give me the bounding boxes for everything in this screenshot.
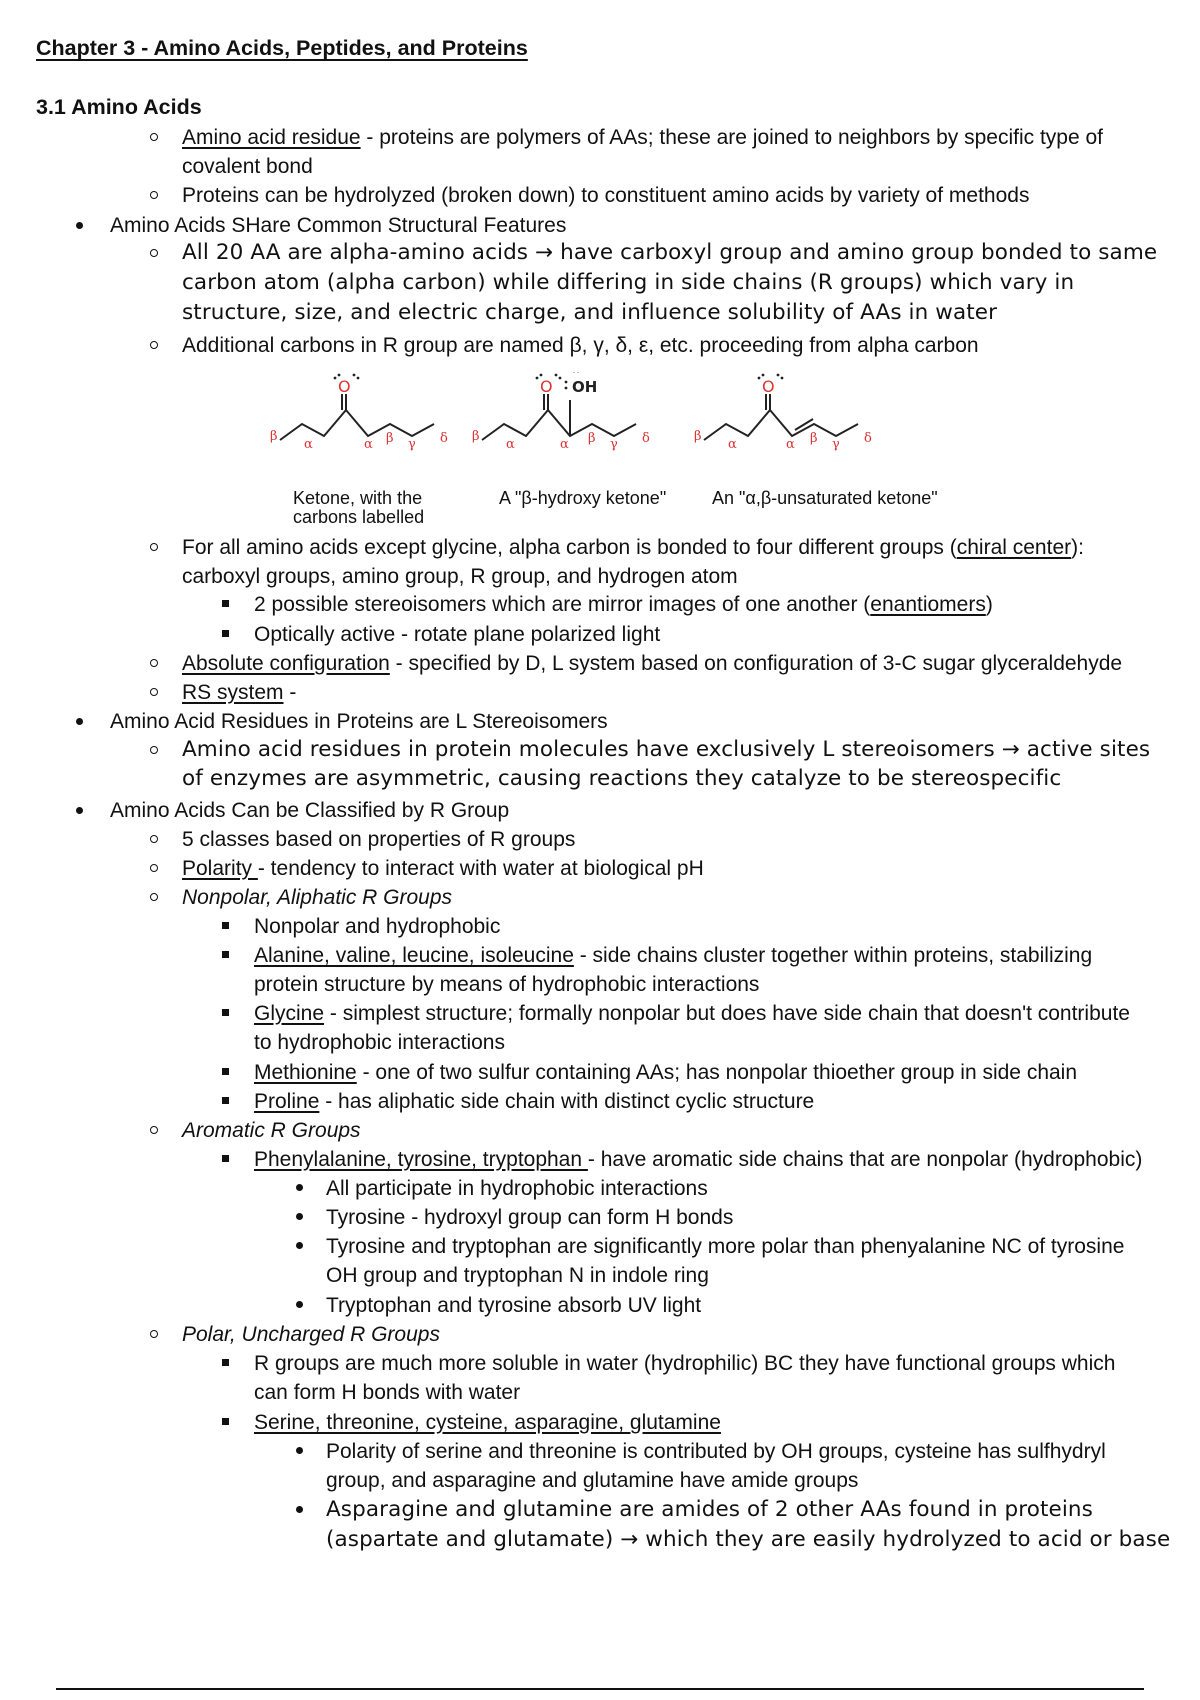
ketone-2-skeleton bbox=[482, 394, 636, 440]
bullet-circle bbox=[150, 341, 158, 349]
bullet-square bbox=[222, 922, 229, 929]
bullet-square bbox=[222, 951, 229, 958]
list-item-cont: can form H bonds with water bbox=[254, 1381, 521, 1404]
label-beta: β bbox=[588, 431, 596, 446]
figure-caption-cont: carbons labelled bbox=[293, 507, 425, 527]
bullet-circle bbox=[150, 688, 158, 696]
bullet-circle bbox=[150, 864, 158, 872]
hydroxyl-label: OH bbox=[572, 378, 598, 396]
list-heading: Amino Acid Residues in Proteins are L Stereoisomers bbox=[110, 710, 608, 733]
list-item: RS system - bbox=[182, 681, 297, 704]
label-gamma: γ bbox=[610, 437, 618, 452]
label-alpha: α bbox=[560, 437, 569, 452]
list-item-cont: of enzymes are asymmetric, causing reactions they catalyze to be stereospecific bbox=[182, 766, 1062, 791]
label-delta: δ bbox=[440, 431, 448, 446]
bullet-circle bbox=[150, 543, 158, 551]
label-alpha: α bbox=[506, 437, 515, 452]
bullet-disc bbox=[296, 1213, 303, 1220]
bullet-disc bbox=[76, 222, 83, 229]
oxygen-label: O bbox=[338, 377, 351, 396]
ketone-3-skeleton bbox=[704, 394, 858, 440]
list-item-cont: group, and asparagine and glutamine have amide groups bbox=[326, 1469, 859, 1492]
list-item: 2 possible stereoisomers which are mirror images of one another (enantiomers) bbox=[254, 593, 993, 616]
figure-caption: An "α,β-unsaturated ketone" bbox=[712, 488, 938, 508]
list-item: Methionine - one of two sulfur containing AAs; has nonpolar thioether group in side chain bbox=[254, 1061, 1078, 1084]
oxygen-label: O bbox=[540, 377, 553, 396]
figure-caption: A "β-hydroxy ketone" bbox=[499, 488, 667, 508]
bullet-disc bbox=[296, 1184, 303, 1191]
list-item-cont: protein structure by means of hydrophobic interactions bbox=[254, 973, 760, 996]
bullet-disc bbox=[296, 1301, 303, 1308]
bullet-disc bbox=[296, 1447, 303, 1454]
label-beta: β bbox=[386, 431, 394, 446]
oxygen-label: O bbox=[762, 377, 775, 396]
bullet-circle bbox=[150, 249, 158, 257]
list-item-cont: carboxyl groups, amino group, R group, and hydrogen atom bbox=[182, 565, 738, 588]
figure-caption: Ketone, with the bbox=[293, 488, 423, 508]
list-item: All participate in hydrophobic interactions bbox=[326, 1177, 708, 1200]
list-item: Additional carbons in R group are named β, γ, δ, ε, etc. proceeding from alpha carbon bbox=[182, 334, 979, 357]
list-item: Tryptophan and tyrosine absorb UV light bbox=[326, 1294, 702, 1317]
label-beta: β bbox=[694, 429, 702, 444]
list-item: Tyrosine - hydroxyl group can form H bonds bbox=[326, 1206, 734, 1229]
list-item-cont: covalent bond bbox=[182, 155, 313, 178]
bullet-disc bbox=[76, 718, 83, 725]
label-alpha: α bbox=[786, 437, 795, 452]
subsection-heading: Polar, Uncharged R Groups bbox=[182, 1323, 440, 1346]
list-item: Glycine - simplest structure; formally nonpolar but does have side chain that doesn't contribute bbox=[254, 1002, 1130, 1025]
list-item: R groups are much more soluble in water (hydrophilic) BC they have functional groups which bbox=[254, 1352, 1116, 1375]
bullet-disc bbox=[76, 807, 83, 814]
list-item: Tyrosine and tryptophan are significantly more polar than phenyalanine NC of tyrosine bbox=[326, 1235, 1125, 1258]
bullet-square bbox=[222, 1009, 229, 1016]
label-alpha: α bbox=[728, 437, 737, 452]
bullet-circle bbox=[150, 893, 158, 901]
bullet-square bbox=[222, 630, 229, 637]
list-item: Absolute configuration - specified by D, L system based on configuration of 3-C sugar glyceraldehyde bbox=[182, 652, 1123, 675]
label-gamma: γ bbox=[408, 437, 416, 452]
label-beta: β bbox=[472, 429, 480, 444]
subsection-heading: Nonpolar, Aliphatic R Groups bbox=[182, 886, 453, 909]
list-item: Nonpolar and hydrophobic bbox=[254, 915, 501, 938]
ketone-1-skeleton bbox=[280, 394, 434, 440]
bullet-square bbox=[222, 1359, 229, 1366]
list-heading: Amino Acids SHare Common Structural Features bbox=[110, 214, 567, 237]
list-item-cont: structure, size, and electric charge, and influence solubility of AAs in water bbox=[182, 300, 998, 325]
label-delta: δ bbox=[642, 431, 650, 446]
bullet-square bbox=[222, 1418, 229, 1425]
label-alpha: α bbox=[364, 437, 373, 452]
page-title: Chapter 3 - Amino Acids, Peptides, and Proteins bbox=[36, 36, 528, 60]
list-item: Polarity of serine and threonine is contributed by OH groups, cysteine has sulfhydryl bbox=[326, 1440, 1106, 1463]
list-item: All 20 AA are alpha-amino acids → have carboxyl group and amino group bonded to same bbox=[182, 240, 1158, 265]
label-beta: β bbox=[810, 431, 818, 446]
list-heading: Amino Acids Can be Classified by R Group bbox=[110, 799, 510, 822]
label-delta: δ bbox=[864, 431, 872, 446]
list-item-cont: carbon atom (alpha carbon) while differing in side chains (R groups) which vary in bbox=[182, 270, 1075, 295]
label-alpha: α bbox=[304, 437, 313, 452]
bullet-circle bbox=[150, 659, 158, 667]
list-item: Phenylalanine, tyrosine, tryptophan - have aromatic side chains that are nonpolar (hydrophobic) bbox=[254, 1148, 1143, 1171]
label-gamma: γ bbox=[832, 437, 840, 452]
page-divider bbox=[56, 1688, 1144, 1690]
list-item: 5 classes based on properties of R groups bbox=[182, 828, 576, 851]
bullet-disc bbox=[296, 1242, 303, 1249]
list-item: Optically active - rotate plane polarized light bbox=[254, 623, 661, 646]
bullet-square bbox=[222, 600, 229, 607]
list-item: Alanine, valine, leucine, isoleucine - side chains cluster together within proteins, stabilizing bbox=[254, 944, 1093, 967]
list-item: Asparagine and glutamine are amides of 2 other AAs found in proteins bbox=[326, 1497, 1093, 1522]
bullet-circle bbox=[150, 1330, 158, 1338]
list-item: Serine, threonine, cysteine, asparagine, glutamine bbox=[254, 1411, 721, 1434]
bullet-square bbox=[222, 1068, 229, 1075]
list-item: Proteins can be hydrolyzed (broken down) to constituent amino acids by variety of methods bbox=[182, 184, 1030, 207]
bullet-disc bbox=[296, 1506, 303, 1513]
list-item: Polarity - tendency to interact with water at biological pH bbox=[182, 857, 704, 880]
section-heading: 3.1 Amino Acids bbox=[36, 95, 202, 119]
bullet-circle bbox=[150, 1126, 158, 1134]
list-item: For all amino acids except glycine, alpha carbon is bonded to four different groups (chiral center): bbox=[182, 536, 1084, 559]
list-item: Amino acid residues in protein molecules have exclusively L stereoisomers → active sites bbox=[182, 737, 1151, 762]
bullet-square bbox=[222, 1097, 229, 1104]
bullet-circle bbox=[150, 133, 158, 141]
bullet-circle bbox=[150, 835, 158, 843]
list-item-cont: to hydrophobic interactions bbox=[254, 1031, 505, 1054]
list-item: Proline - has aliphatic side chain with distinct cyclic structure bbox=[254, 1090, 815, 1113]
bullet-circle bbox=[150, 191, 158, 199]
list-item-cont: OH group and tryptophan N in indole ring bbox=[326, 1264, 709, 1287]
subsection-heading: Aromatic R Groups bbox=[182, 1119, 361, 1142]
list-item-cont: (aspartate and glutamate) → which they are easily hydrolyzed to acid or base bbox=[326, 1527, 1171, 1552]
bullet-square bbox=[222, 1155, 229, 1162]
label-beta: β bbox=[270, 429, 278, 444]
list-item: Amino acid residue - proteins are polymers of AAs; these are joined to neighbors by specific type of bbox=[182, 126, 1103, 149]
bullet-circle bbox=[150, 746, 158, 754]
